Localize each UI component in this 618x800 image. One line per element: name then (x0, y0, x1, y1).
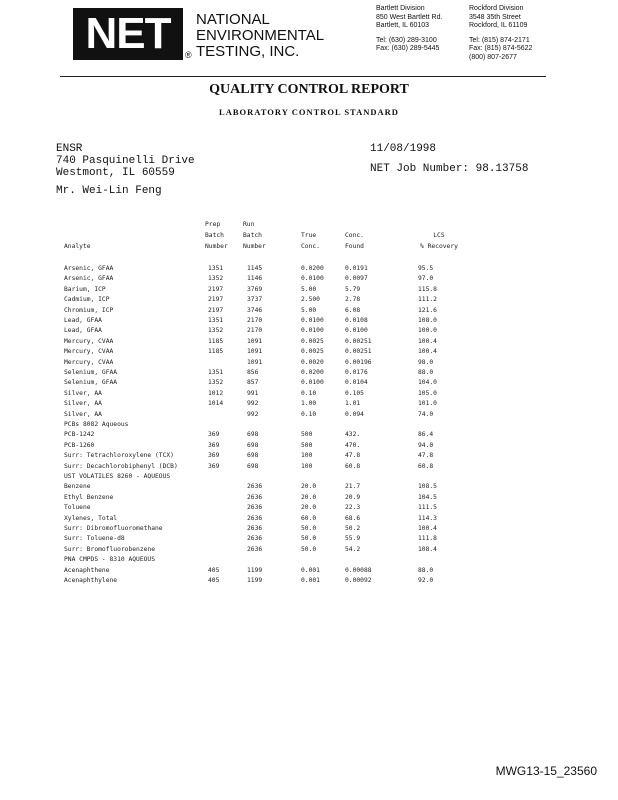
cell-analyte: Cadmium, ICP (64, 296, 110, 304)
cell-true-conc: 0.0200 (301, 265, 324, 272)
table-row (0, 296, 618, 306)
cell-analyte: Mercury, CVAA (64, 358, 114, 366)
report-date: 11/08/1998 (370, 143, 437, 155)
cell-run-batch: 856 (247, 369, 259, 376)
cell-analyte: Silver, AA (64, 400, 102, 408)
cell-conc-found: 5.79 (345, 285, 361, 293)
cell-analyte: Selenium, GFAA (64, 369, 118, 376)
table-row (0, 525, 618, 535)
table-row (0, 275, 618, 285)
cell-run-batch: 1091 (247, 348, 263, 356)
cell-run-batch: 698 (247, 441, 259, 449)
cell-true-conc: 5.00 (301, 285, 317, 293)
cell-recovery: 100.4 (418, 337, 437, 345)
table-row (0, 473, 618, 483)
cell-run-batch: 992 (247, 410, 259, 418)
cell-analyte: Arsenic, GFAA (64, 265, 114, 272)
cell-prep-batch: 2197 (208, 285, 224, 293)
cell-run-batch: 3746 (247, 306, 263, 314)
cell-prep-batch: 1352 (208, 379, 224, 387)
letterhead-divider (60, 76, 546, 77)
cell-analyte: Mercury, CVAA (64, 337, 114, 345)
cell-recovery: 111.5 (418, 504, 437, 512)
registered-mark: ® (185, 50, 192, 60)
cell-prep-batch: 1185 (208, 337, 224, 345)
table-row (0, 411, 618, 421)
cell-conc-found: 0.0100 (345, 327, 368, 335)
cell-prep-batch: 2197 (208, 296, 224, 304)
cell-analyte: Acenaphthylene (64, 577, 118, 584)
cell-analyte: Selenium, GFAA (64, 379, 118, 387)
cell-recovery: 47.8 (418, 452, 434, 460)
cell-run-batch: 2636 (247, 483, 263, 491)
cell-run-batch: 2636 (247, 535, 263, 543)
table-row (0, 338, 618, 348)
cell-analyte: Lead, GFAA (64, 317, 102, 324)
cell-conc-found: 432. (345, 431, 361, 439)
header-run-batch: Run Batch Number (243, 221, 266, 250)
cell-run-batch: 2636 (247, 493, 263, 501)
cell-conc-found: 20.9 (345, 493, 361, 501)
cell-analyte: Chromium, ICP (64, 306, 114, 314)
cell-run-batch: 698 (247, 462, 259, 470)
table-row (0, 286, 618, 296)
cell-recovery: 105.0 (418, 389, 437, 397)
cell-conc-found: 50.2 (345, 525, 361, 532)
table-row (0, 379, 618, 389)
table-row (0, 327, 618, 337)
table-row (0, 421, 618, 431)
cell-run-batch: 2636 (247, 545, 263, 553)
cell-analyte: Acenaphthene (64, 566, 110, 574)
cell-analyte: PCB-1242 (64, 431, 95, 439)
document-id: MWG13-15_23560 (495, 764, 597, 778)
cell-true-conc: 5.00 (301, 306, 317, 314)
cell-run-batch: 992 (247, 400, 259, 408)
cell-analyte: PCBs 8082 Aqueous (64, 421, 129, 428)
cell-run-batch: 991 (247, 389, 259, 397)
cell-true-conc: 100 (301, 462, 313, 470)
cell-recovery: 100.0 (418, 327, 437, 335)
cell-prep-batch: 369 (208, 452, 220, 460)
cell-conc-found: 0.105 (345, 389, 364, 397)
cell-recovery: 108.5 (418, 483, 437, 491)
cell-analyte: Xylenes, Total (64, 514, 118, 522)
table-row (0, 307, 618, 317)
cell-recovery: 97.0 (418, 275, 434, 283)
cell-analyte: Silver, AA (64, 389, 102, 397)
cell-recovery: 101.0 (418, 400, 437, 408)
cell-recovery: 100.4 (418, 525, 437, 532)
cell-conc-found: 0.00251 (345, 348, 372, 356)
table-row (0, 369, 618, 379)
cell-true-conc: 60.0 (301, 514, 317, 522)
cell-analyte: Lead, GFAA (64, 327, 102, 335)
cell-run-batch: 3737 (247, 296, 263, 304)
cell-run-batch: 857 (247, 379, 259, 387)
header-true-conc: True Conc. (301, 232, 320, 250)
cell-conc-found: 0.00092 (345, 577, 372, 584)
cell-prep-batch: 1351 (208, 265, 224, 272)
company-name-line-2: ENVIRONMENTAL (196, 27, 325, 44)
cell-conc-found: 470. (345, 441, 361, 449)
header-prep-batch: Prep Batch Number (205, 221, 228, 250)
cell-true-conc: 0.10 (301, 410, 317, 418)
cell-recovery: 88.0 (418, 369, 434, 376)
cell-run-batch: 2170 (247, 327, 263, 335)
table-row (0, 442, 618, 452)
cell-conc-found: 2.78 (345, 296, 361, 304)
cell-recovery: 114.3 (418, 514, 437, 522)
cell-conc-found: 47.8 (345, 452, 361, 460)
cell-true-conc: 500 (301, 441, 313, 449)
cell-run-batch: 698 (247, 431, 259, 439)
cell-run-batch: 2636 (247, 525, 263, 532)
cell-analyte: Surr: Decachlorobiphenyl (DCB) (64, 462, 178, 470)
cell-analyte: Surr: Tetrachloroxylene (TCX) (64, 452, 174, 460)
cell-true-conc: 50.0 (301, 525, 317, 532)
cell-conc-found: 22.3 (345, 504, 361, 512)
cell-conc-found: 6.08 (345, 306, 361, 314)
cell-true-conc: 0.0025 (301, 337, 324, 345)
report-title: QUALITY CONTROL REPORT (209, 82, 409, 97)
cell-true-conc: 100 (301, 452, 313, 460)
table-row (0, 400, 618, 410)
cell-run-batch: 698 (247, 452, 259, 460)
table-row (0, 317, 618, 327)
cell-conc-found: 55.9 (345, 535, 361, 543)
cell-true-conc: 0.0025 (301, 348, 324, 356)
cell-true-conc: 20.0 (301, 483, 317, 491)
cell-true-conc: 50.0 (301, 545, 317, 553)
cell-run-batch: 2636 (247, 504, 263, 512)
cell-recovery: 95.5 (418, 265, 434, 272)
cell-analyte: Barium, ICP (64, 285, 106, 293)
cell-analyte: Silver, AA (64, 410, 102, 418)
cell-true-conc: 0.0200 (301, 369, 324, 376)
rockford-division-address: Rockford Division 3548 35th Street Rockford, IL 61109 Tel: (815) 874-2171 Fax: (815) 874-5622 (800) 807-2677 (469, 5, 533, 61)
cell-prep-batch: 1351 (208, 317, 224, 324)
cell-analyte: Toluene (64, 504, 91, 512)
cell-true-conc: 0.001 (301, 566, 320, 574)
cell-run-batch: 2636 (247, 514, 263, 522)
company-name-line-1: NATIONAL (196, 11, 270, 28)
table-row (0, 265, 618, 275)
cell-true-conc: 20.0 (301, 493, 317, 501)
bartlett-division-address: Bartlett Division 850 West Bartlett Rd. Bartlett, IL 60103 Tel: (630) 289-3100 Fax: (630) 289-5445 (376, 5, 443, 52)
table-row (0, 567, 618, 577)
cell-true-conc: 0.0100 (301, 317, 324, 324)
table-row (0, 535, 618, 545)
table-row (0, 348, 618, 358)
cell-recovery: 104.5 (418, 493, 437, 501)
cell-recovery: 92.0 (418, 577, 434, 584)
net-logo: NET (73, 8, 183, 60)
cell-recovery: 88.0 (418, 566, 434, 574)
header-analyte: Analyte (64, 243, 91, 250)
cell-prep-batch: 405 (208, 566, 220, 574)
company-name-line-3: TESTING, INC. (196, 43, 300, 60)
cell-run-batch: 1199 (247, 577, 263, 584)
cell-recovery: 98.0 (418, 358, 434, 366)
cell-analyte: Mercury, CVAA (64, 348, 114, 356)
table-row (0, 577, 618, 587)
cell-prep-batch: 1014 (208, 400, 224, 408)
cell-true-conc: 0.10 (301, 389, 317, 397)
table-row (0, 494, 618, 504)
cell-conc-found: 60.8 (345, 462, 361, 470)
cell-conc-found: 0.0104 (345, 379, 368, 387)
report-subtitle: LABORATORY CONTROL STANDARD (219, 107, 399, 117)
cell-conc-found: 0.00251 (345, 337, 372, 345)
job-number: NET Job Number: 98.13758 (370, 163, 529, 175)
cell-prep-batch: 369 (208, 431, 220, 439)
cell-analyte: PNA CMPDS - 8310 AQUEOUS (64, 556, 155, 564)
cell-recovery: 111.8 (418, 535, 437, 543)
cell-analyte: Arsenic, GFAA (64, 275, 114, 283)
cell-recovery: 108.0 (418, 317, 437, 324)
cell-true-conc: 50.0 (301, 535, 317, 543)
table-row (0, 483, 618, 493)
cell-run-batch: 1145 (247, 265, 263, 272)
table-row (0, 452, 618, 462)
cell-true-conc: 20.0 (301, 504, 317, 512)
header-lcs-recovery: LCS % Recovery (420, 232, 458, 250)
cell-recovery: 94.0 (418, 441, 434, 449)
cell-analyte: Benzene (64, 483, 91, 491)
table-row (0, 504, 618, 514)
cell-analyte: Ethyl Benzene (64, 493, 114, 501)
cell-recovery: 108.4 (418, 545, 437, 553)
cell-run-batch: 2170 (247, 317, 263, 324)
cell-conc-found: 21.7 (345, 483, 361, 491)
cell-conc-found: 0.0191 (345, 265, 368, 272)
cell-recovery: 104.0 (418, 379, 437, 387)
cell-conc-found: 68.6 (345, 514, 361, 522)
cell-recovery: 115.8 (418, 285, 437, 293)
cell-conc-found: 0.00088 (345, 566, 372, 574)
cell-prep-batch: 1351 (208, 369, 224, 376)
cell-recovery: 60.8 (418, 462, 434, 470)
table-row (0, 515, 618, 525)
cell-recovery: 86.4 (418, 431, 434, 439)
table-row (0, 431, 618, 441)
cell-analyte: Surr: Bromofluorobenzene (64, 545, 155, 553)
cell-run-batch: 1091 (247, 358, 263, 366)
cell-recovery: 121.6 (418, 306, 437, 314)
cell-recovery: 74.0 (418, 410, 434, 418)
cell-prep-batch: 2197 (208, 306, 224, 314)
table-row (0, 359, 618, 369)
cell-conc-found: 0.00196 (345, 358, 372, 366)
attention-line: Mr. Wei-Lin Feng (56, 185, 162, 197)
cell-true-conc: 0.0100 (301, 275, 324, 283)
cell-true-conc: 0.0020 (301, 358, 324, 366)
cell-run-batch: 1146 (247, 275, 263, 283)
cell-conc-found: 1.01 (345, 400, 361, 408)
table-row (0, 546, 618, 556)
cell-prep-batch: 369 (208, 462, 220, 470)
cell-true-conc: 1.00 (301, 400, 317, 408)
cell-prep-batch: 1352 (208, 327, 224, 335)
cell-conc-found: 0.0097 (345, 275, 368, 283)
cell-analyte: PCB-1260 (64, 441, 95, 449)
cell-true-conc: 500 (301, 431, 313, 439)
cell-conc-found: 0.094 (345, 410, 364, 418)
cell-run-batch: 1199 (247, 566, 263, 574)
cell-run-batch: 3769 (247, 285, 263, 293)
cell-true-conc: 0.0100 (301, 379, 324, 387)
cell-prep-batch: 405 (208, 577, 220, 584)
cell-recovery: 100.4 (418, 348, 437, 356)
cell-prep-batch: 1012 (208, 389, 224, 397)
cell-true-conc: 2.500 (301, 296, 320, 304)
table-row (0, 463, 618, 473)
cell-conc-found: 0.0108 (345, 317, 368, 324)
cell-run-batch: 1091 (247, 337, 263, 345)
cell-recovery: 111.2 (418, 296, 437, 304)
client-address: ENSR 740 Pasquinelli Drive Westmont, IL 60559 Mr. Wei-Lin Feng (56, 143, 195, 197)
cell-prep-batch: 1185 (208, 348, 224, 356)
cell-conc-found: 0.0176 (345, 369, 368, 376)
cell-prep-batch: 369 (208, 441, 220, 449)
table-row (0, 390, 618, 400)
cell-analyte: Surr: Dibromofluoromethane (64, 525, 163, 532)
header-conc-found: Conc. Found (345, 232, 364, 250)
cell-analyte: Surr: Toluene-d8 (64, 535, 125, 543)
cell-conc-found: 54.2 (345, 545, 361, 553)
cell-analyte: UST VOLATILES 8260 - AQUEOUS (64, 473, 171, 480)
table-row (0, 556, 618, 566)
cell-true-conc: 0.001 (301, 577, 320, 584)
cell-true-conc: 0.0100 (301, 327, 324, 335)
cell-prep-batch: 1352 (208, 275, 224, 283)
